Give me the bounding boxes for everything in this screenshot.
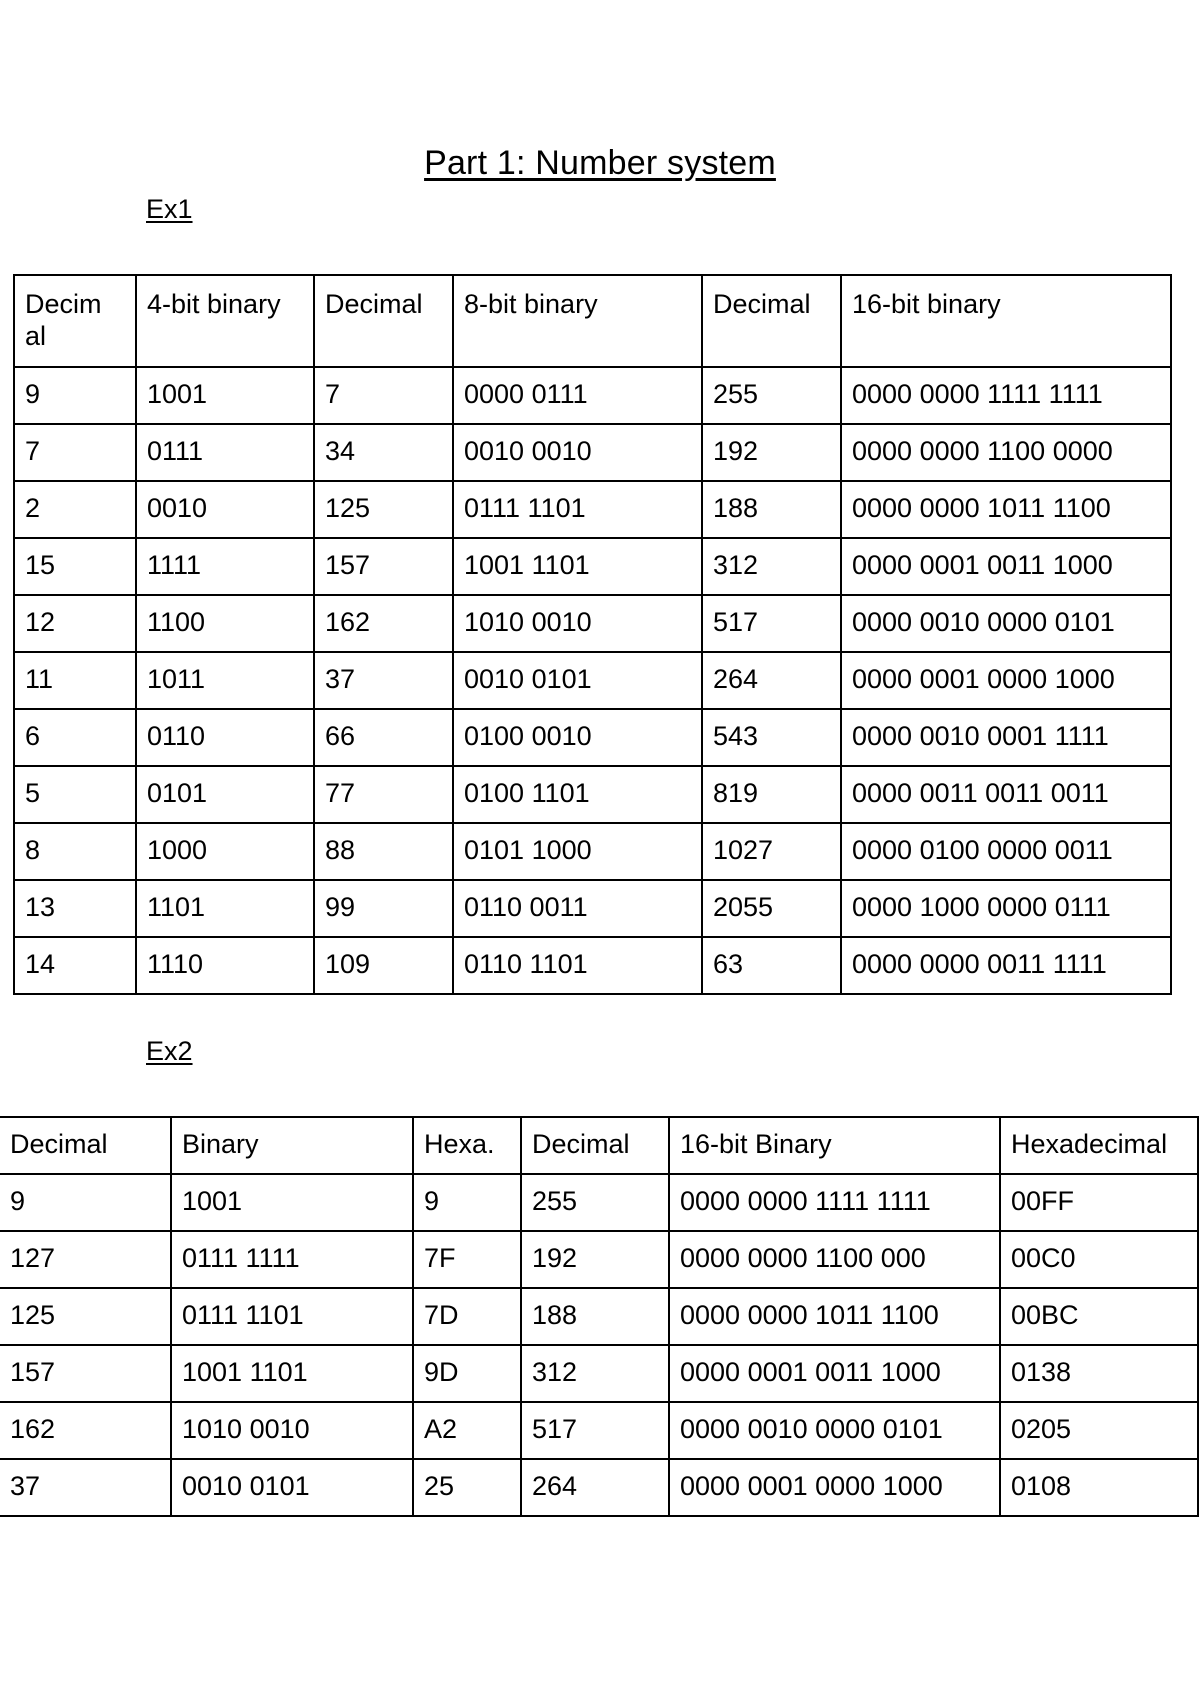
ex1-table-cell: 8 [14,823,136,880]
ex1-table-cell: 192 [702,424,841,481]
ex1-table-row [14,652,1171,709]
ex1-table-row [14,709,1171,766]
ex2-table-cell: 7F [413,1231,521,1288]
ex2-table [0,1116,1199,1517]
ex1-table-cell: 0000 0011 0011 0011 [841,766,1171,823]
ex1-table-cell: 0000 0000 0011 1111 [841,937,1171,994]
ex1-table-cell: 11 [14,652,136,709]
ex1-table-cell: 0000 0001 0000 1000 [841,652,1171,709]
ex1-table-cell: 109 [314,937,453,994]
ex1-header-cell: 16-bit binary [841,275,1171,367]
ex2-table-cell: 312 [521,1345,669,1402]
ex1-header-row [14,275,1171,367]
ex1-table-cell: 0000 0000 1111 1111 [841,367,1171,424]
ex2-table-cell: 188 [521,1288,669,1345]
ex1-table-cell: 0101 1000 [453,823,702,880]
ex2-table-cell: 0205 [1000,1402,1198,1459]
ex1-table-row [14,538,1171,595]
ex1-table-cell: 0010 0010 [453,424,702,481]
ex1-table-cell: 0100 0010 [453,709,702,766]
ex1-table-cell: 99 [314,880,453,937]
ex2-table-cell: 255 [521,1174,669,1231]
ex1-table-row [14,481,1171,538]
ex1-table-cell: 1027 [702,823,841,880]
ex2-table-row [0,1288,1198,1345]
ex1-table-cell: 543 [702,709,841,766]
ex2-table-cell: 0108 [1000,1459,1198,1516]
ex2-table-cell: 0000 0000 1100 000 [669,1231,1000,1288]
ex1-table-cell: 162 [314,595,453,652]
ex1-table-cell: 0000 0111 [453,367,702,424]
ex1-table-row [14,424,1171,481]
ex2-header-cell: Decimal [521,1117,669,1174]
ex1-table-cell: 1001 [136,367,314,424]
ex1-table-row [14,823,1171,880]
ex1-table-cell: 0111 [136,424,314,481]
ex1-table-cell: 0110 0011 [453,880,702,937]
ex2-table-cell: 0010 0101 [171,1459,413,1516]
ex1-table-cell: 7 [14,424,136,481]
ex2-table-cell: 0000 0000 1011 1100 [669,1288,1000,1345]
ex2-table-cell: 00BC [1000,1288,1198,1345]
ex1-table-cell: 0000 0000 1100 0000 [841,424,1171,481]
ex2-table-cell: 157 [0,1345,171,1402]
ex1-table-cell: 37 [314,652,453,709]
ex2-table-cell: 25 [413,1459,521,1516]
ex2-table-cell: 37 [0,1459,171,1516]
ex1-table-cell: 66 [314,709,453,766]
ex1-table-cell: 0010 0101 [453,652,702,709]
ex1-header-cell: Decimal [314,275,453,367]
ex1-header-cell: 4-bit binary [136,275,314,367]
ex1-table-cell: 819 [702,766,841,823]
ex1-table-cell: 0000 0000 1011 1100 [841,481,1171,538]
ex2-header-cell: Hexadecimal [1000,1117,1198,1174]
ex1-table-cell: 15 [14,538,136,595]
ex1-table-cell: 5 [14,766,136,823]
ex2-table-cell: 9 [413,1174,521,1231]
ex2-table-row [0,1459,1198,1516]
ex2-table-cell: 0000 0001 0000 1000 [669,1459,1000,1516]
ex2-table-cell: 0000 0010 0000 0101 [669,1402,1000,1459]
ex2-table-cell: 7D [413,1288,521,1345]
ex1-table-cell: 0000 0001 0011 1000 [841,538,1171,595]
ex1-table-row [14,367,1171,424]
ex1-table-cell: 2 [14,481,136,538]
ex2-table-row [0,1402,1198,1459]
ex2-header-cell: Hexa. [413,1117,521,1174]
ex1-table-cell: 6 [14,709,136,766]
ex1-table-cell: 1001 1101 [453,538,702,595]
ex1-table-cell: 517 [702,595,841,652]
ex1-table-cell: 0000 0010 0000 0101 [841,595,1171,652]
ex2-table-cell: 1010 0010 [171,1402,413,1459]
ex1-table-cell: 14 [14,937,136,994]
ex1-table-cell: 63 [702,937,841,994]
ex1-table-cell: 77 [314,766,453,823]
ex2-header-cell: Decimal [0,1117,171,1174]
ex1-table-row [14,766,1171,823]
ex1-table-cell: 255 [702,367,841,424]
ex1-table-cell: 0110 [136,709,314,766]
ex1-label: Ex1 [146,194,193,224]
ex2-table-cell: 1001 [171,1174,413,1231]
ex2-table-cell: 00FF [1000,1174,1198,1231]
ex1-table-cell: 157 [314,538,453,595]
ex1-table-cell: 1101 [136,880,314,937]
ex1-table-cell: 1000 [136,823,314,880]
ex1-table-row [14,880,1171,937]
ex2-table-cell: 9 [0,1174,171,1231]
ex1-table-row [14,595,1171,652]
ex2-table-row [0,1174,1198,1231]
ex2-table-cell: 192 [521,1231,669,1288]
ex2-table-cell: 0111 1101 [171,1288,413,1345]
ex2-table-cell: 162 [0,1402,171,1459]
ex1-table-cell: 312 [702,538,841,595]
ex2-table-cell: 0000 0001 0011 1000 [669,1345,1000,1402]
ex1-table-cell: 0101 [136,766,314,823]
ex1-header-cell: Decim al [14,275,136,367]
ex1-table-cell: 7 [314,367,453,424]
ex1-table-cell: 0000 0010 0001 1111 [841,709,1171,766]
ex1-table-cell: 12 [14,595,136,652]
ex2-header-cell: 16-bit Binary [669,1117,1000,1174]
ex1-table-cell: 1011 [136,652,314,709]
ex1-header-cell: 8-bit binary [453,275,702,367]
ex2-table-cell: 0138 [1000,1345,1198,1402]
ex1-table-cell: 13 [14,880,136,937]
ex2-table-cell: A2 [413,1402,521,1459]
ex2-table-cell: 517 [521,1402,669,1459]
ex1-table-cell: 0100 1101 [453,766,702,823]
ex1-table-cell: 2055 [702,880,841,937]
ex1-table-row [14,937,1171,994]
ex1-table-cell: 0000 0100 0000 0011 [841,823,1171,880]
ex2-table-cell: 264 [521,1459,669,1516]
ex1-table-cell: 88 [314,823,453,880]
ex2-table-cell: 0111 1111 [171,1231,413,1288]
ex2-table-cell: 1001 1101 [171,1345,413,1402]
ex2-header-row [0,1117,1198,1174]
ex1-table-cell: 1100 [136,595,314,652]
ex2-table-row [0,1231,1198,1288]
ex2-label: Ex2 [146,1036,193,1066]
ex2-header-cell: Binary [171,1117,413,1174]
ex1-table-cell: 264 [702,652,841,709]
ex1-table-cell: 0110 1101 [453,937,702,994]
page-title: Part 1: Number system [424,144,776,182]
ex1-table-cell: 188 [702,481,841,538]
ex2-table-cell: 127 [0,1231,171,1288]
ex1-table-cell: 125 [314,481,453,538]
ex2-table-cell: 9D [413,1345,521,1402]
ex2-table-cell: 125 [0,1288,171,1345]
ex1-table-cell: 1110 [136,937,314,994]
ex1-table [13,274,1172,995]
ex1-table-cell: 1010 0010 [453,595,702,652]
ex1-table-cell: 9 [14,367,136,424]
ex1-table-cell: 0000 1000 0000 0111 [841,880,1171,937]
ex1-table-cell: 0010 [136,481,314,538]
ex1-header-cell: Decimal [702,275,841,367]
ex1-table-cell: 34 [314,424,453,481]
ex1-table-cell: 0111 1101 [453,481,702,538]
ex1-table-cell: 1111 [136,538,314,595]
ex2-table-cell: 0000 0000 1111 1111 [669,1174,1000,1231]
ex2-table-row [0,1345,1198,1402]
ex2-table-cell: 00C0 [1000,1231,1198,1288]
